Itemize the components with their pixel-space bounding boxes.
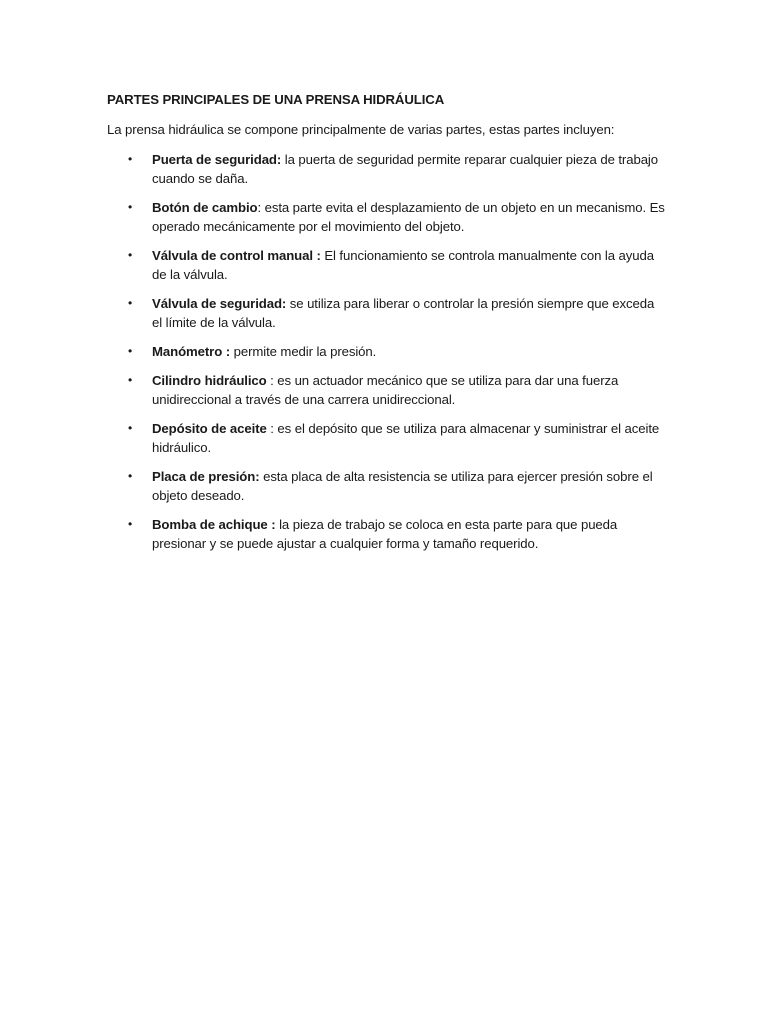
- bullet-icon: •: [128, 296, 133, 310]
- list-item: [107, 294, 667, 332]
- list-item: [107, 419, 667, 457]
- item-description: esta placa de alta resistencia se utiliza para ejercer presión sobre el objeto deseado.: [152, 469, 653, 503]
- item-term: Botón de cambio: [152, 200, 258, 215]
- document-title: PARTES PRINCIPALES DE UNA PRENSA HIDRÁULICA: [107, 92, 445, 107]
- list-item: [107, 371, 667, 409]
- parts-list: [107, 150, 667, 553]
- item-term: Depósito de aceite: [152, 421, 267, 436]
- item-term: Válvula de control manual :: [152, 248, 321, 263]
- item-description: la pieza de trabajo se coloca en esta parte para que pueda presionar y se puede ajustar a cualquier forma y tamaño requerido.: [152, 517, 618, 551]
- item-term: Válvula de seguridad:: [152, 296, 287, 311]
- item-description: permite medir la presión.: [230, 344, 377, 359]
- bullet-icon: •: [128, 517, 133, 531]
- item-description: se utiliza para liberar o controlar la presión siempre que exceda el límite de la válvula.: [152, 296, 655, 330]
- bullet-icon: •: [128, 152, 133, 166]
- list-item: [107, 342, 667, 361]
- bullet-icon: •: [128, 344, 133, 358]
- list-item: [107, 198, 667, 236]
- bullet-icon: •: [128, 469, 133, 483]
- item-description: : es el depósito que se utiliza para almacenar y suministrar el aceite hidráulico.: [152, 421, 660, 455]
- bullet-icon: •: [128, 200, 133, 214]
- item-term: Manómetro :: [152, 344, 231, 359]
- list-item: [107, 467, 667, 505]
- document-page: [107, 90, 667, 563]
- bullet-icon: •: [128, 421, 133, 435]
- item-term: Placa de presión:: [152, 469, 260, 484]
- item-description: : esta parte evita el desplazamiento de un objeto en un mecanismo. Es operado mecánicamente por el movimiento del objeto.: [152, 200, 665, 234]
- item-term: Cilindro hidráulico: [152, 373, 267, 388]
- list-item: [107, 246, 667, 284]
- list-item: [107, 150, 667, 188]
- item-description: El funcionamiento se controla manualmente con la ayuda de la válvula.: [152, 248, 654, 282]
- item-term: Puerta de seguridad:: [152, 152, 282, 167]
- bullet-icon: •: [128, 373, 133, 387]
- item-term: Bomba de achique :: [152, 517, 276, 532]
- document-intro: La prensa hidráulica se compone principalmente de varias partes, estas partes incluyen:: [107, 122, 615, 137]
- item-description: la puerta de seguridad permite reparar cualquier pieza de trabajo cuando se daña.: [152, 152, 658, 186]
- bullet-icon: •: [128, 248, 133, 262]
- list-item: [107, 515, 667, 553]
- item-description: : es un actuador mecánico que se utiliza para dar una fuerza unidireccional a través de una carrera unidireccional.: [152, 373, 619, 407]
